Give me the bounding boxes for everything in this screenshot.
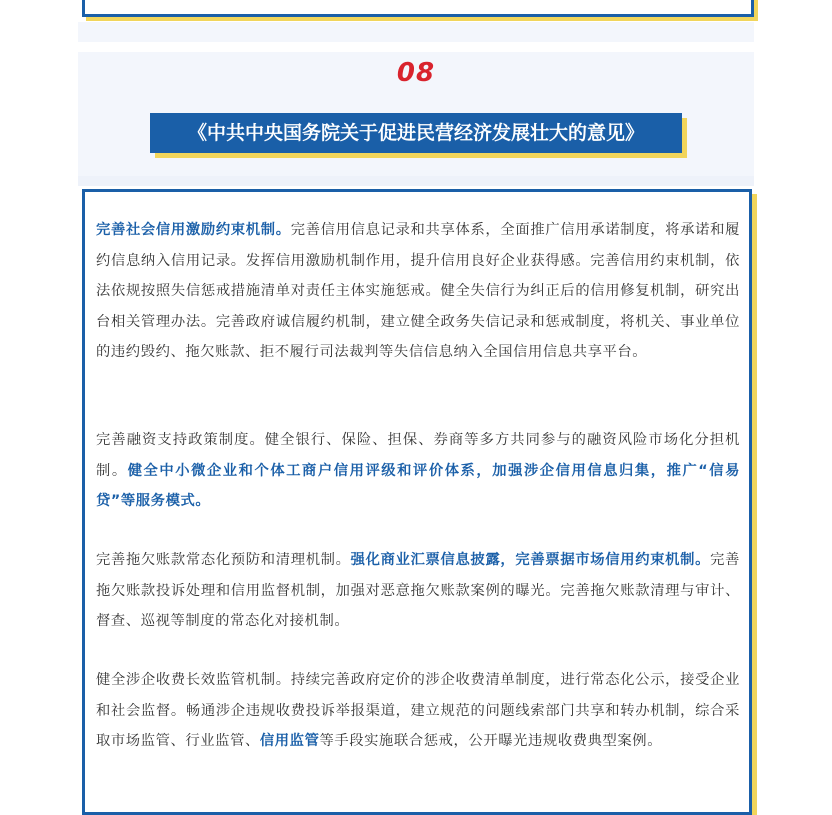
- text-segment: 强化商业汇票信息披露，完善票据市场信用约束机制。: [350, 552, 711, 568]
- text-segment: 健全中小微企业和个体工商户信用评级和评价体系，加强涉企信用信息归集，推广“信易贷”等服务模式。: [96, 462, 740, 510]
- text-segment: 完善拖欠账款常态化预防和清理机制。: [96, 552, 351, 568]
- background-band: [78, 22, 754, 42]
- paragraph-fee-supervision: [96, 665, 740, 757]
- section-number: 08: [396, 58, 436, 88]
- text-segment: 完善融资支持政策制度。健全银行、保险、担保、券商等多方共同参与的融资风险市场化分担机制。: [96, 432, 740, 479]
- text-segment: 完善信用信息记录和共享体系，全面推广信用承诺制度，将承诺和履约信息纳入信用记录。发挥信用激励机制作用，提升信用良好企业获得感。完善信用约束机制，依法依规按照失信惩戒措施清单对责任主体实施惩戒。健全失信行为纠正后的信用修复机制，研究出台相关管理办法。完善政府诚信履约机制，建立健全政务失信记录和惩戒制度，将机关、事业单位的违约毁约、拖欠账款、拒不履行司法裁判等失信信息纳入全国信用信息共享平台。: [96, 222, 740, 361]
- section-title: 《中共中央国务院关于促进民营经济发展壮大的意见》: [150, 113, 682, 153]
- text-segment: 等手段实施联合惩戒，公开曝光违规收费典型案例。: [319, 733, 663, 750]
- text-segment: 信用监管: [259, 733, 320, 750]
- text-segment: 完善社会信用激励约束机制。: [96, 222, 291, 238]
- paragraph-financing-support: [96, 425, 740, 517]
- section-title-banner: [150, 113, 682, 153]
- previous-section-box: [82, 0, 754, 17]
- paragraph-arrears-clearing: [96, 545, 740, 637]
- paragraph-credit-mechanism: [96, 215, 740, 368]
- background-band: [78, 176, 754, 186]
- text-segment: 完善拖欠账款投诉处理和信用监督机制，加强对恶意拖欠账款案例的曝光。完善拖欠账款清理与审计、督查、巡视等制度的常态化对接机制。: [96, 552, 741, 630]
- text-segment: 健全涉企收费长效监管机制。持续完善政府定价的涉企收费清单制度，进行常态化公示，接受企业和社会监督。畅通涉企违规收费投诉举报渠道，建立规范的问题线索部门共享和转办机制，综合采取市场监管、行业监管、: [96, 672, 740, 750]
